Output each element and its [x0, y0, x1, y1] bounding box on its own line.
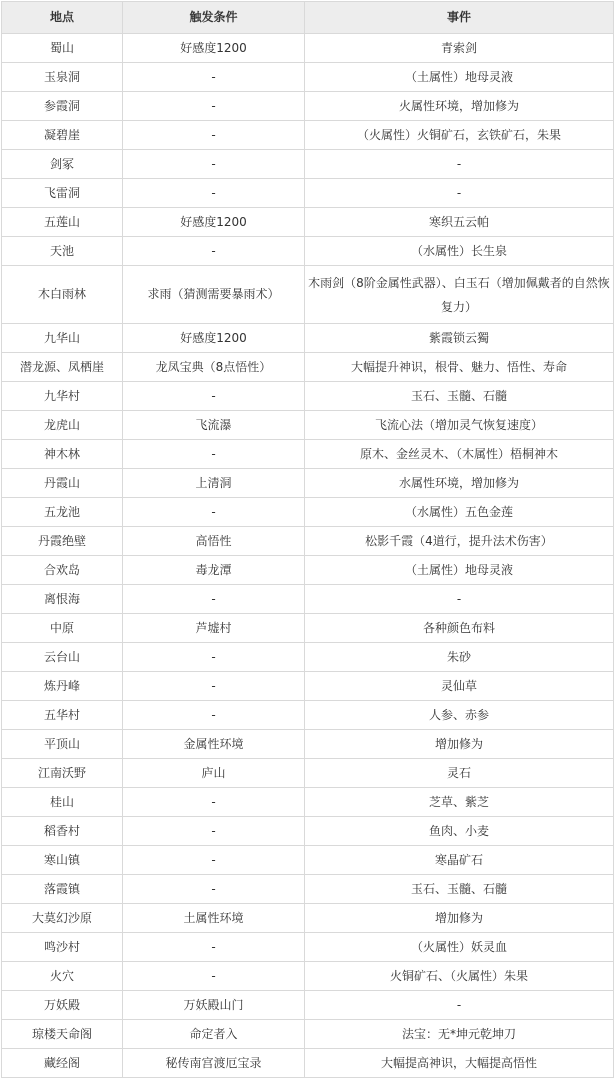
table-row — [2, 788, 614, 817]
trigger-cell: - — [123, 672, 305, 701]
event-cell: 青索剑 — [305, 34, 614, 63]
table-row — [2, 382, 614, 411]
table-row — [2, 817, 614, 846]
trigger-cell: - — [123, 875, 305, 904]
trigger-cell: 毒龙潭 — [123, 556, 305, 585]
trigger-cell: - — [123, 382, 305, 411]
location-cell: 丹霞山 — [2, 469, 123, 498]
trigger-cell: - — [123, 440, 305, 469]
table-row — [2, 469, 614, 498]
table-row — [2, 846, 614, 875]
table-row — [2, 527, 614, 556]
trigger-cell: 庐山 — [123, 759, 305, 788]
trigger-cell: - — [123, 121, 305, 150]
event-cell: 增加修为 — [305, 904, 614, 933]
location-cell: 炼丹峰 — [2, 672, 123, 701]
table-row — [2, 701, 614, 730]
table-row — [2, 150, 614, 179]
table-row — [2, 585, 614, 614]
location-cell: 万妖殿 — [2, 991, 123, 1020]
trigger-cell: 万妖殿山门 — [123, 991, 305, 1020]
header-trigger: 触发条件 — [123, 2, 305, 34]
trigger-cell: 命定者入 — [123, 1020, 305, 1049]
location-cell: 桂山 — [2, 788, 123, 817]
location-cell: 蜀山 — [2, 34, 123, 63]
event-cell: 木雨剑（8阶金属性武器）、白玉石（增加佩戴者的自然恢复力） — [305, 266, 614, 324]
event-cell: 飞流心法（增加灵气恢复速度） — [305, 411, 614, 440]
location-cell: 神木林 — [2, 440, 123, 469]
location-cell: 丹霞绝壁 — [2, 527, 123, 556]
trigger-cell: - — [123, 962, 305, 991]
trigger-cell: - — [123, 817, 305, 846]
trigger-cell: 金属性环境 — [123, 730, 305, 759]
table-row — [2, 498, 614, 527]
table-row — [2, 730, 614, 759]
event-cell: （火属性）火铜矿石，玄铁矿石，朱果 — [305, 121, 614, 150]
location-cell: 天池 — [2, 237, 123, 266]
table-row — [2, 962, 614, 991]
location-cell: 飞雷洞 — [2, 179, 123, 208]
event-cell: 紫霞锁云獨 — [305, 324, 614, 353]
trigger-cell: 好感度1200 — [123, 208, 305, 237]
trigger-cell: 土属性环境 — [123, 904, 305, 933]
table-row — [2, 672, 614, 701]
trigger-cell: 秘传南宫渡厄宝录 — [123, 1049, 305, 1078]
event-cell: （土属性）地母灵液 — [305, 63, 614, 92]
table-row — [2, 556, 614, 585]
table-row — [2, 614, 614, 643]
table-row — [2, 179, 614, 208]
location-cell: 寒山镇 — [2, 846, 123, 875]
event-cell: 寒晶矿石 — [305, 846, 614, 875]
table-body — [2, 34, 614, 1078]
event-cell: 人参、赤参 — [305, 701, 614, 730]
event-cell: 水属性环境，增加修为 — [305, 469, 614, 498]
event-cell: 芝草、紫芝 — [305, 788, 614, 817]
event-cell: 寒织五云帕 — [305, 208, 614, 237]
location-cell: 龙虎山 — [2, 411, 123, 440]
trigger-cell: - — [123, 498, 305, 527]
trigger-cell: 上清洞 — [123, 469, 305, 498]
event-cell: 鱼肉、小麦 — [305, 817, 614, 846]
trigger-cell: - — [123, 92, 305, 121]
table-row — [2, 353, 614, 382]
location-cell: 玉泉洞 — [2, 63, 123, 92]
trigger-cell: - — [123, 643, 305, 672]
trigger-cell: - — [123, 788, 305, 817]
table-row — [2, 121, 614, 150]
event-cell: （水属性）长生泉 — [305, 237, 614, 266]
location-cell: 江南沃野 — [2, 759, 123, 788]
event-cell: 灵石 — [305, 759, 614, 788]
trigger-cell: 龙凤宝典（8点悟性） — [123, 353, 305, 382]
event-cell: 原木、金丝灵木、（木属性）梧桐神木 — [305, 440, 614, 469]
table-row — [2, 266, 614, 324]
trigger-cell: - — [123, 237, 305, 266]
trigger-cell: 芦墟村 — [123, 614, 305, 643]
table-row — [2, 411, 614, 440]
event-cell: 松影千霞（4道行，提升法术伤害） — [305, 527, 614, 556]
location-cell: 五莲山 — [2, 208, 123, 237]
location-cell: 五龙池 — [2, 498, 123, 527]
event-cell: 增加修为 — [305, 730, 614, 759]
location-cell: 大莫幻沙原 — [2, 904, 123, 933]
event-cell: （水属性）五色金莲 — [305, 498, 614, 527]
location-cell: 鸣沙村 — [2, 933, 123, 962]
trigger-cell: - — [123, 846, 305, 875]
trigger-cell: - — [123, 179, 305, 208]
event-cell: 玉石、玉髓、石髓 — [305, 382, 614, 411]
table-row — [2, 643, 614, 672]
trigger-cell: - — [123, 150, 305, 179]
location-cell: 稻香村 — [2, 817, 123, 846]
event-cell: 法宝：无*坤元乾坤刀 — [305, 1020, 614, 1049]
event-cell: 火铜矿石、（火属性）朱果 — [305, 962, 614, 991]
location-cell: 合欢岛 — [2, 556, 123, 585]
trigger-cell: - — [123, 701, 305, 730]
location-cell: 云台山 — [2, 643, 123, 672]
trigger-cell: 求雨（猜测需要暴雨术） — [123, 266, 305, 324]
table-row — [2, 63, 614, 92]
table-row — [2, 237, 614, 266]
location-cell: 凝碧崖 — [2, 121, 123, 150]
location-cell: 参霞洞 — [2, 92, 123, 121]
event-cell: （火属性）妖灵血 — [305, 933, 614, 962]
event-cell: - — [305, 179, 614, 208]
trigger-cell: 好感度1200 — [123, 324, 305, 353]
table-row — [2, 904, 614, 933]
event-cell: 灵仙草 — [305, 672, 614, 701]
table-row — [2, 933, 614, 962]
event-cell: 大幅提升神识，根骨、魅力、悟性、寿命 — [305, 353, 614, 382]
event-cell: - — [305, 150, 614, 179]
location-cell: 剑冢 — [2, 150, 123, 179]
location-cell: 藏经阁 — [2, 1049, 123, 1078]
header-row — [2, 2, 614, 34]
event-cell: - — [305, 585, 614, 614]
trigger-cell: 好感度1200 — [123, 34, 305, 63]
events-table — [1, 1, 614, 1078]
location-cell: 九华山 — [2, 324, 123, 353]
trigger-cell: - — [123, 585, 305, 614]
location-cell: 离恨海 — [2, 585, 123, 614]
trigger-cell: - — [123, 63, 305, 92]
header-event: 事件 — [305, 2, 614, 34]
table-row — [2, 1020, 614, 1049]
header-location: 地点 — [2, 2, 123, 34]
event-cell: （土属性）地母灵液 — [305, 556, 614, 585]
event-cell: - — [305, 991, 614, 1020]
trigger-cell: 高悟性 — [123, 527, 305, 556]
table-row — [2, 875, 614, 904]
event-cell: 各种颜色布料 — [305, 614, 614, 643]
event-cell: 玉石、玉髓、石髓 — [305, 875, 614, 904]
event-cell: 大幅提高神识，大幅提高悟性 — [305, 1049, 614, 1078]
location-cell: 木白雨林 — [2, 266, 123, 324]
event-cell: 朱砂 — [305, 643, 614, 672]
table-row — [2, 34, 614, 63]
location-cell: 五华村 — [2, 701, 123, 730]
location-cell: 中原 — [2, 614, 123, 643]
table-row — [2, 759, 614, 788]
table-row — [2, 440, 614, 469]
location-cell: 潜龙源、凤栖崖 — [2, 353, 123, 382]
trigger-cell: 飞流瀑 — [123, 411, 305, 440]
location-cell: 落霞镇 — [2, 875, 123, 904]
trigger-cell: - — [123, 933, 305, 962]
location-cell: 九华村 — [2, 382, 123, 411]
location-cell: 平顶山 — [2, 730, 123, 759]
table-row — [2, 92, 614, 121]
table-row — [2, 991, 614, 1020]
event-cell: 火属性环境，增加修为 — [305, 92, 614, 121]
location-cell: 火穴 — [2, 962, 123, 991]
location-cell: 琼楼天命阁 — [2, 1020, 123, 1049]
table-row — [2, 1049, 614, 1078]
table-row — [2, 324, 614, 353]
table-row — [2, 208, 614, 237]
